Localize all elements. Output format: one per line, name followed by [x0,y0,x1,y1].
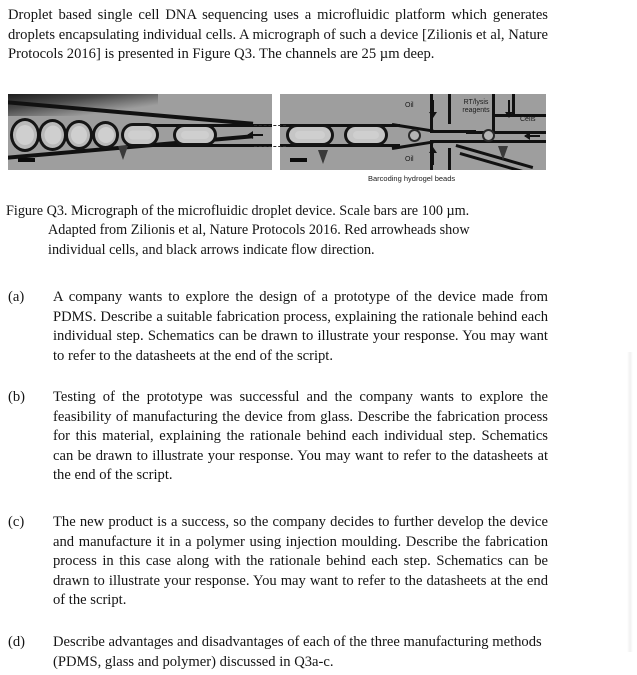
question-c-text: The new product is a success, so the company decides to further develop the device and manufacture it in a polymer using injection moulding. Describe the fabrication process in this case along with the rationale behind each step. Schematics can be drawn to illustrate your response. You may want to refer to the datasheets at the end of the script. [53,514,548,609]
droplet [38,119,67,151]
oil-channel-bottom-outer [448,148,451,170]
droplet [92,121,119,149]
scale-bar [290,158,307,162]
micrograph-panel-right [280,94,546,170]
question-b-text: Testing of the prototype was successful and the company wants to explore the feasibility of manufacturing the device from glass. Describe the fabrication process for this material, explaining the rationale behind each individual step. Schematics can be drawn to illustrate your response. You may want to refer to the datasheets at the end of the script. [53,389,548,484]
droplet-elongated [121,123,159,147]
caption-line-3: individual cells, and black arrows indicate flow direction. [48,241,375,258]
cell-arrowhead-marker [498,146,508,160]
question-c [0,513,548,611]
cell-arrowhead-marker [318,150,328,164]
cells-channel-wall-bottom [466,140,546,143]
droplet-elongated [286,124,334,146]
question-d-text: Describe advantages and disadvantages of each of the three manufacturing methods (PDMS, glass and polymer) discussed in Q3a-c. [53,634,542,670]
oil-flow-arrow-bottom [432,152,434,165]
droplet-core [98,127,114,143]
droplet-core [71,126,87,144]
figure-caption [6,202,551,260]
oil-label-top: Oil [405,102,414,109]
crop-line-bottom [254,146,286,147]
droplet-core [295,131,325,139]
crop-line-top [254,125,286,126]
droplet-forming [344,124,388,146]
reagent-flow-arrow [508,100,510,113]
cell-arrowhead-marker [118,146,128,160]
droplet-core [16,125,34,145]
droplet-core [128,131,152,140]
micrograph-panel-left [8,94,272,170]
oil-label-bottom: Oil [405,156,414,163]
oil-flow-arrow-top [432,100,434,113]
droplet-elongated [173,124,217,146]
intro-paragraph: Droplet based single cell DNA sequencing uses a microfluidic platform which generates droplets encapsulating individual cells. A micrograph of such a device [Zilionis et al, Nature Protocols 2016] is presented in Figure Q3. The channels are 25 µm deep. [8,7,548,63]
question-a [0,288,548,366]
oil-channel-top-outer [448,94,451,124]
droplet [65,120,93,150]
question-a-text: A company wants to explore the design of a prototype of the device made from PDMS. Describe a suitable fabrication process, explaining the rationale behind each individual step. Schematics can be drawn to illustrate your response. You may want to refer to the datasheets at the end of the script. [53,289,548,364]
question-a-label: (a) [8,289,25,305]
caption-line-1: Figure Q3. Micrograph of the microfluidic droplet device. Scale bars are 100 µm. [6,203,470,219]
droplet-core [353,131,379,139]
beads-label: Barcoding hydrogel beads [368,174,456,183]
question-d [0,633,548,672]
question-d-label: (d) [8,634,26,650]
hydrogel-bead [482,129,495,142]
droplet-core [44,126,61,145]
question-b-label: (b) [8,389,26,405]
scale-bar [18,158,35,162]
flow-direction-arrow [248,134,263,136]
question-b [0,388,548,486]
reagent-channel-horizontal [492,114,546,117]
droplet-core [181,131,209,139]
scan-edge-artifact [627,352,633,652]
caption-line-2: Adapted from Zilionis et al, Nature Protocols 2016. Red arrowheads show [48,222,470,239]
hydrogel-bead [408,129,421,142]
cells-label: Cells [520,116,536,123]
reagents-label: RT/lysis reagents [462,99,490,115]
droplet [10,118,40,152]
cells-channel-wall-top [466,131,546,134]
cells-flow-arrow [525,135,540,137]
figure-q3-micrograph [8,94,546,186]
question-c-label: (c) [8,514,25,530]
